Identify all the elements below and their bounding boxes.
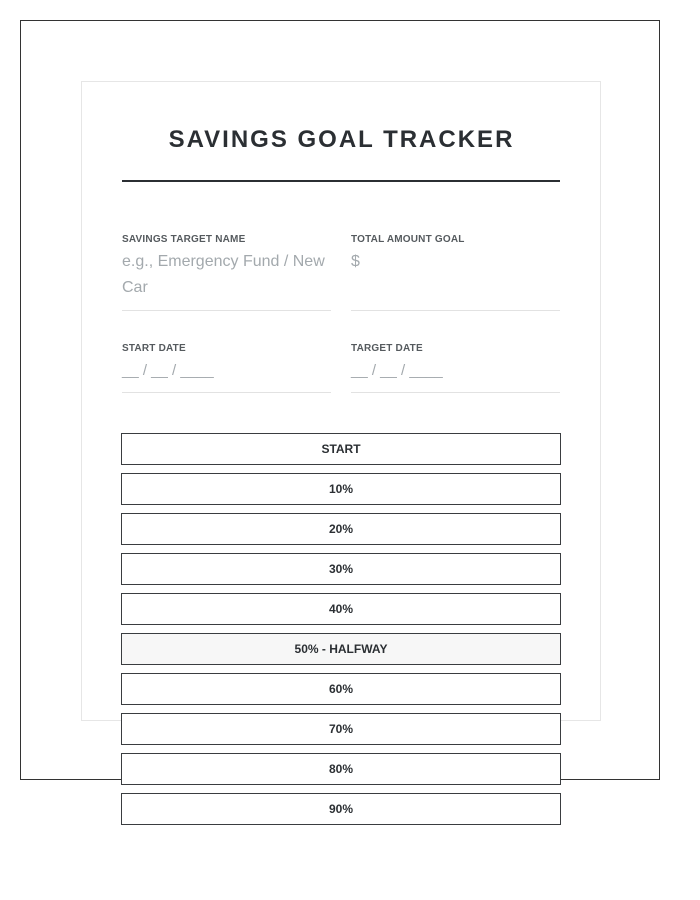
start-date-field[interactable] <box>122 343 331 393</box>
milestone-10[interactable]: 10% <box>121 473 561 505</box>
savings-target-name-field[interactable] <box>122 234 331 311</box>
target-date-label: TARGET DATE <box>351 343 423 354</box>
start-date-placeholder[interactable]: __ / __ / ____ <box>122 362 214 379</box>
total-amount-goal-placeholder[interactable]: $ <box>351 253 360 270</box>
target-date-field[interactable] <box>351 343 560 393</box>
milestone-start[interactable]: START <box>121 433 561 465</box>
total-amount-goal-field[interactable] <box>351 234 560 311</box>
total-amount-goal-label: TOTAL AMOUNT GOAL <box>351 234 465 245</box>
milestone-list <box>121 433 561 816</box>
milestone-70[interactable]: 70% <box>121 713 561 745</box>
milestone-20[interactable]: 20% <box>121 513 561 545</box>
milestone-30[interactable]: 30% <box>121 553 561 585</box>
savings-target-name-placeholder[interactable]: e.g., Emergency Fund / New Car <box>122 253 325 296</box>
milestone-90[interactable]: 90% <box>121 793 561 825</box>
page-title: SAVINGS GOAL TRACKER <box>168 126 515 153</box>
target-date-placeholder[interactable]: __ / __ / ____ <box>351 362 443 379</box>
savings-target-name-label: SAVINGS TARGET NAME <box>122 234 246 245</box>
start-date-label: START DATE <box>122 343 186 354</box>
milestone-60[interactable]: 60% <box>121 673 561 705</box>
milestone-80[interactable]: 80% <box>121 753 561 785</box>
milestone-40[interactable]: 40% <box>121 593 561 625</box>
milestone-50-halfway[interactable]: 50% - HALFWAY <box>121 633 561 665</box>
title-divider <box>122 180 560 182</box>
